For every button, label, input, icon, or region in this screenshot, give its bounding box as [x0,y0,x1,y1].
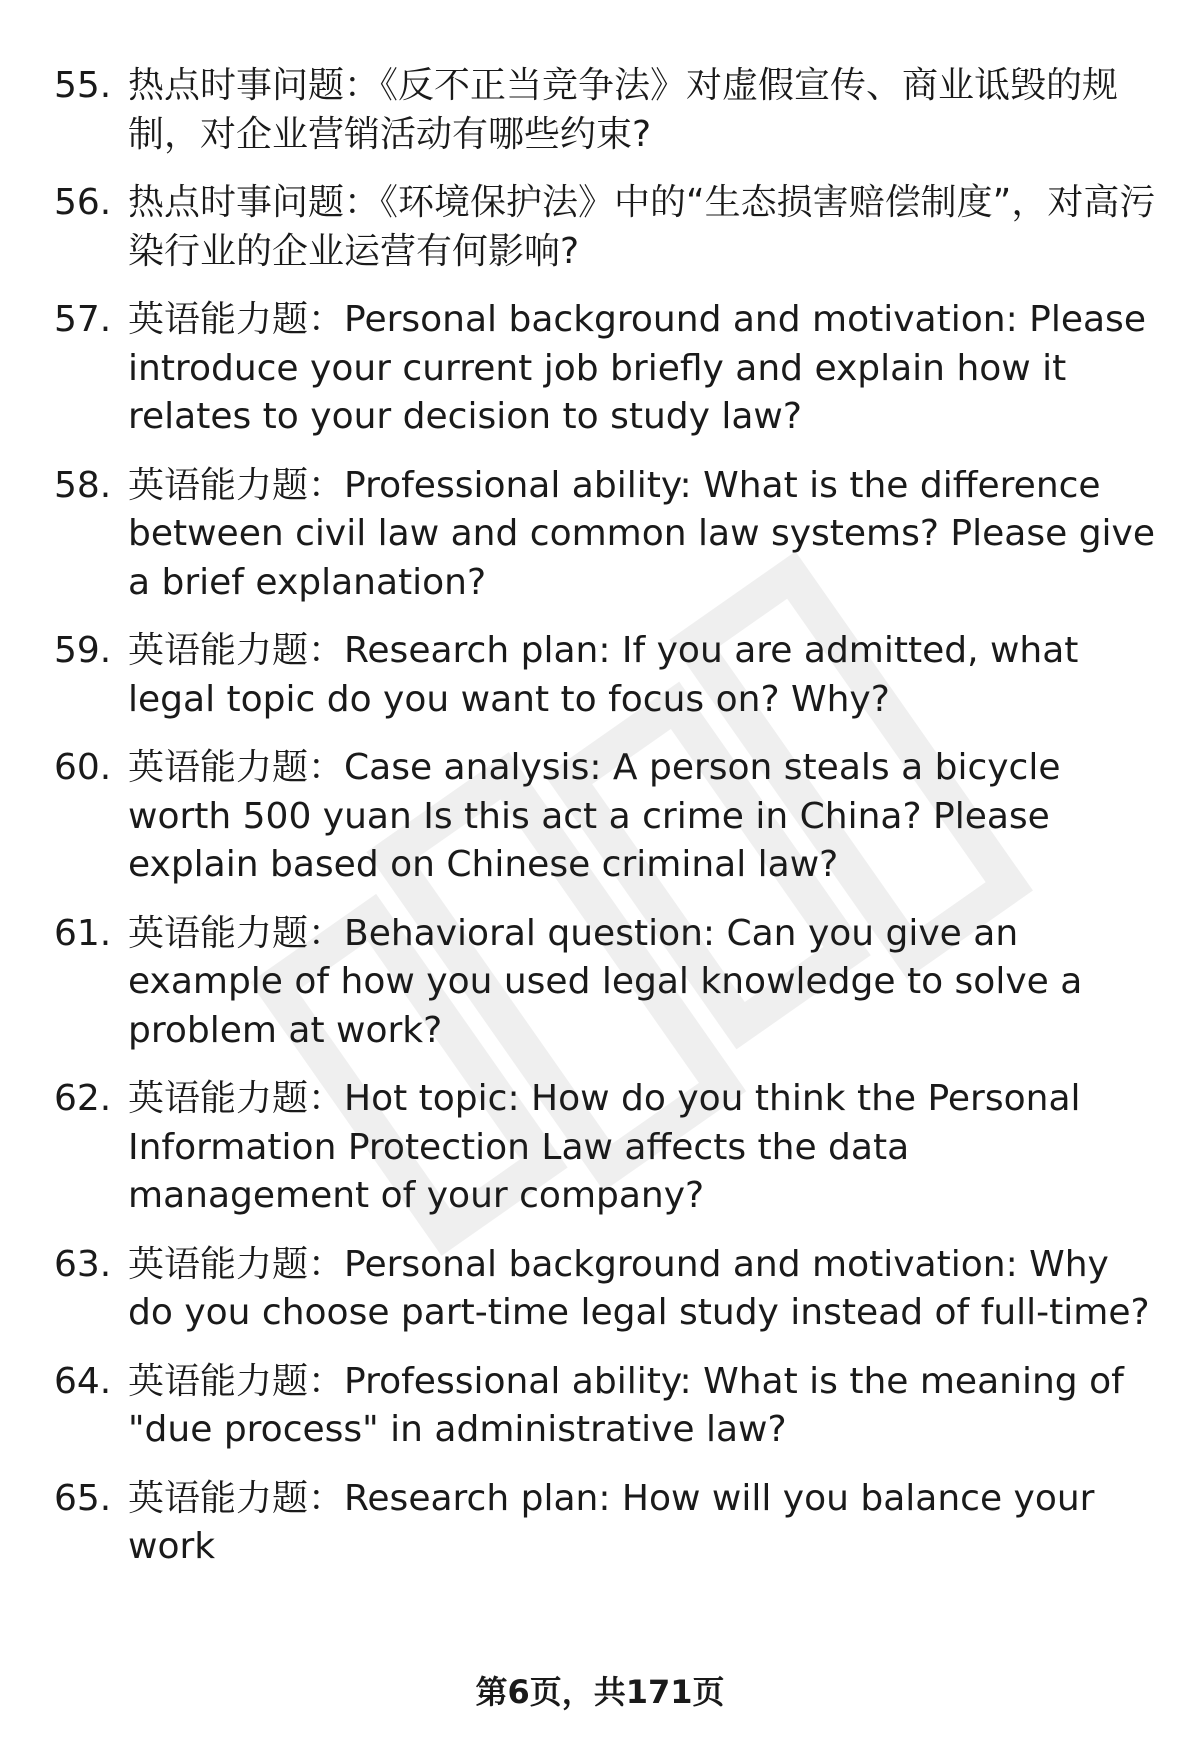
question-item [0,1241,1200,1338]
question-item [0,296,1200,442]
question-text: Personal background and motivation: Please introduce your current job briefly and explain how it relates to your decision to study law? [128,299,1146,437]
question-text: Professional ability: What is the meaning of "due process" in administrative law? [128,1360,1124,1450]
question-item [0,462,1200,608]
question-number: 65. [54,1477,112,1519]
question-item [0,179,1200,276]
question-item [0,1358,1200,1455]
question-number: 60. [54,747,112,788]
question-number: 64. [54,1360,112,1402]
question-item [0,1075,1200,1221]
question-item [0,744,1200,890]
question-number: 63. [54,1243,112,1285]
question-number: 61. [54,912,112,954]
question-list [0,62,1200,1572]
question-category: 英语能力题： [128,1078,345,1119]
question-number: 57. [54,299,112,340]
question-text: Research plan: How will you balance your work [128,1477,1095,1567]
question-category: 英语能力题： [128,1243,345,1285]
question-category: 英语能力题： [128,747,345,788]
question-text: Research plan: If you are admitted, what legal topic do you want to focus on? Why? [128,630,1079,720]
question-number: 56. [54,182,112,223]
question-item [0,627,1200,724]
question-text: 《反不正当竞争法》对虚假宣传、商业诋毁的规制，对企业营销活动有哪些约束? [128,65,1119,155]
question-text: Behavioral question: Can you give an example of how you used legal knowledge to solve a problem at work? [128,912,1083,1051]
question-text: 《环境保护法》中的“生态损害赔偿制度”，对高污染行业的企业运营有何影响? [128,182,1156,272]
question-category: 英语能力题： [128,299,345,340]
question-text: Hot topic: How do you think the Personal Information Protection Law affects the data management of your company? [128,1078,1081,1216]
question-category: 英语能力题： [128,1360,345,1402]
question-item [0,910,1200,1056]
question-number: 59. [54,630,112,671]
question-category: 英语能力题： [128,1477,345,1519]
question-item [0,1475,1200,1572]
page-footer: 第6页，共171页 [475,1673,725,1711]
question-category: 热点时事问题： [128,182,381,223]
question-item [0,62,1200,159]
question-category: 英语能力题： [128,630,345,671]
question-number: 62. [54,1078,112,1119]
question-number: 58. [54,464,112,506]
question-category: 英语能力题： [128,464,345,506]
question-category: 英语能力题： [128,912,345,954]
question-category: 热点时事问题： [128,65,381,106]
question-text: Professional ability: What is the difference between civil law and common law systems? Please give a brief explanation? [128,464,1156,603]
question-text: Case analysis: A person steals a bicycle worth 500 yuan Is this act a crime in China? Please explain based on Chinese criminal law? [128,747,1061,885]
question-number: 55. [54,65,112,106]
question-text: Personal background and motivation: Why do you choose part-time legal study instead of full-time? [128,1243,1150,1333]
